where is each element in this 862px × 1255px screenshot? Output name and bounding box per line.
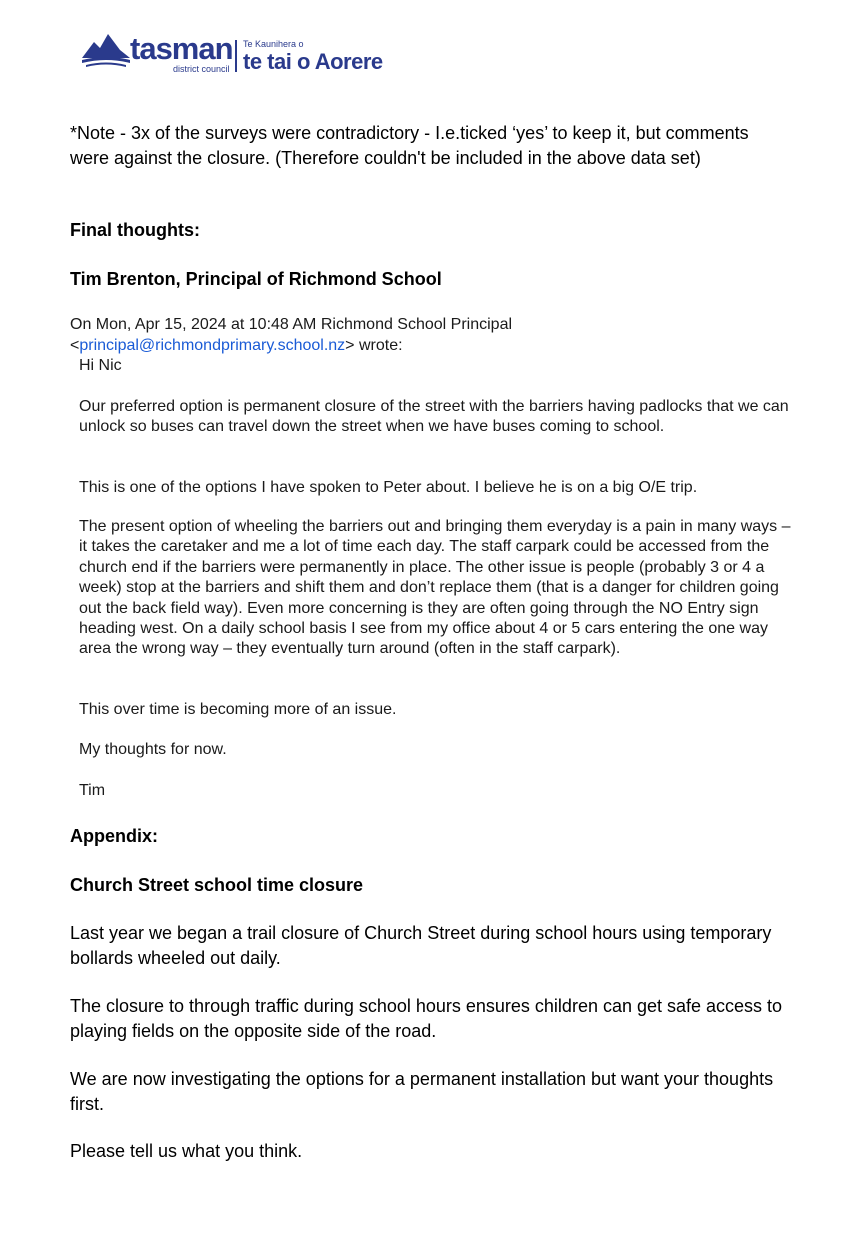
survey-note: *Note - 3x of the surveys were contradictory - I.e.ticked ‘yes’ to keep it, but comments were against the closure. (Therefore couldn't be included in the above data set): [70, 123, 749, 168]
mountain-logo-icon: [80, 30, 132, 70]
email-paragraph: This is one of the options I have spoken to Peter about. I believe he is on a big O/E trip.: [79, 479, 698, 496]
logo-subtitle: district council: [173, 64, 230, 74]
final-thoughts-heading: Final thoughts:: [70, 220, 200, 240]
closure-paragraph: We are now investigating the options for a permanent installation but want your thoughts first.: [70, 1069, 774, 1114]
email-bracket-open: <: [70, 336, 80, 354]
email-header-line: On Mon, Apr 15, 2024 at 10:48 AM Richmond School Principal: [70, 316, 513, 333]
closure-heading: Church Street school time closure: [70, 875, 364, 895]
logo-maori-small: Te Kaunihera o: [243, 39, 304, 49]
logo-divider: [235, 40, 237, 72]
email-paragraph: Our preferred option is permanent closure of the street with the barriers having padlocks that we can unlock so buses can travel down the street when we have buses coming to school.: [79, 398, 789, 436]
email-greeting: Hi Nic: [79, 357, 122, 374]
email-paragraph: This over time is becoming more of an issue.: [79, 701, 397, 718]
closure-paragraph: Please tell us what you think.: [70, 1141, 303, 1161]
email-signoff: Tim: [79, 782, 106, 799]
email-paragraph: The present option of wheeling the barriers out and bringing them everyday is a pain in many ways – it takes the caretaker and me a lot of time each day. The staff carpark could be accessed from the church end if the barriers were permanently in place. The other issue is people (probably 3 or 4 a week) stop at the barriers and shift them and don’t replace them (that is a danger for children going out the back field way). Even more concerning is they are often going through the NO Entry sign heading west. On a daily school basis I see from my office about 4 or 5 cars entering the one way area the wrong way – they eventually turn around (often in the staff carpark).: [79, 518, 791, 658]
logo-maori-large: te tai o Aorere: [243, 49, 383, 74]
email-bracket-close: > wrote:: [345, 336, 403, 354]
logo-wordmark: tasman: [130, 31, 233, 66]
closure-paragraph: Last year we began a trail closure of Church Street during school hours using temporary bollards wheeled out daily.: [70, 923, 772, 968]
council-logo: [80, 30, 400, 76]
principal-email-link[interactable]: principal@richmondprimary.school.nz: [79, 336, 346, 354]
appendix-heading: Appendix:: [70, 826, 158, 846]
principal-heading: Tim Brenton, Principal of Richmond School: [70, 269, 442, 289]
email-paragraph: My thoughts for now.: [79, 741, 227, 758]
email-header: [70, 315, 800, 356]
closure-paragraph: The closure to through traffic during school hours ensures children can get safe access to playing fields on the opposite side of the road.: [70, 996, 783, 1041]
